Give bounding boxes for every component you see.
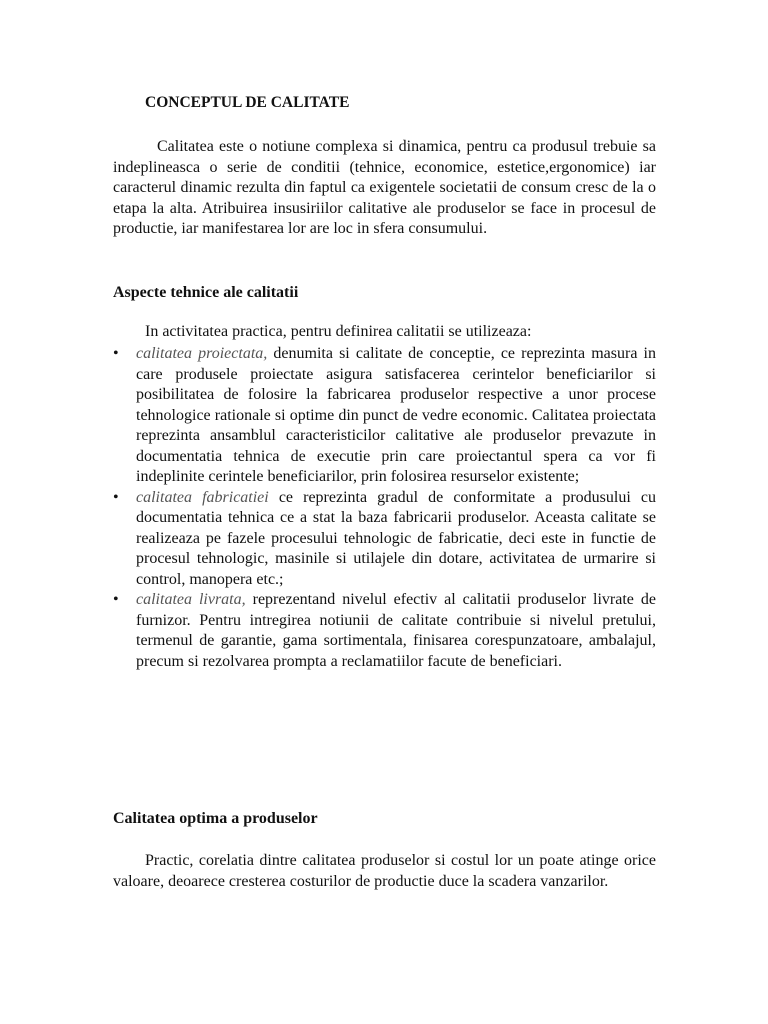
- list-item-term: calitatea livrata,: [136, 591, 246, 608]
- list-item: [113, 344, 656, 488]
- bullet-icon: [113, 344, 136, 365]
- document-title: CONCEPTUL DE CALITATE: [145, 94, 350, 111]
- optimal-quality-paragraph: Practic, corelatia dintre calitatea produselor si costul lor un poate atinge orice valoare, deoarece cresterea costurilor de productie duce la scadera vanzarilor.: [113, 852, 656, 890]
- bullet-icon: [113, 590, 136, 611]
- section-intro-sentence: In activitatea practica, pentru definirea calitatii se utilizeaza:: [145, 323, 532, 340]
- bullet-icon: [113, 488, 136, 509]
- list-item-text: denumita si calitate de conceptie, ce reprezinta masura in care produsele proiectate asigura satisfacerea cerintelor beneficiarilor si posibilitatea de folosire la fabricarea produselor respective a unor procese tehnologice rationale si optime din punct de vedre economic. Calitatea proiectata reprezinta ansamblul caracteristicilor calitative ale produselor prevazute in documentatia tehnica de executie prin care proiectantul spera ca vor fi indeplinite cerintele beneficiarilor, prin folosirea resurselor existente;: [136, 345, 656, 485]
- list-item-text: ce reprezinta gradul de conformitate a produsului cu documentatia tehnica ce a stat la baza fabricarii produselor. Aceasta calitate se realizeaza pe fazele procesului tehnologic de fabricatie, deci este in functie de procesul tehnologic, masinile si utilajele din dotare, activitatea de urmarire si control, manopera etc.;: [136, 488, 656, 588]
- list-item-term: calitatea fabricatiei: [136, 488, 269, 506]
- section-heading-optimal-quality: Calitatea optima a produselor: [113, 810, 318, 827]
- quality-types-list: [113, 344, 656, 672]
- section-heading-technical-aspects: Aspecte tehnice ale calitatii: [113, 284, 299, 301]
- list-item-text: reprezentand nivelul efectiv al calitatii produselor livrate de furnizor. Pentru intregirea notiunii de calitate contribuie si nivelul pretului, termenul de garantie, gama sortimentala, finisarea corespunzatoare, ambalajul, precum si rezolvarea prompta a reclamatiilor facute de beneficiari.: [136, 591, 656, 670]
- intro-paragraph: Calitatea este o notiune complexa si dinamica, pentru ca produsul trebuie sa indeplineasca o serie de conditii (tehnice, economice, estetice,ergonomice) iar caracterul dinamic rezulta din faptul ca exigentele societatii de consum cresc de la o etapa la alta. Atribuirea insusiriilor calitative ale produselor se face in procesul de productie, iar manifestarea lor are loc in sfera consumului.: [113, 138, 656, 237]
- list-item: [113, 488, 656, 591]
- list-item: [113, 590, 656, 672]
- list-item-term: calitatea proiectata,: [136, 345, 268, 362]
